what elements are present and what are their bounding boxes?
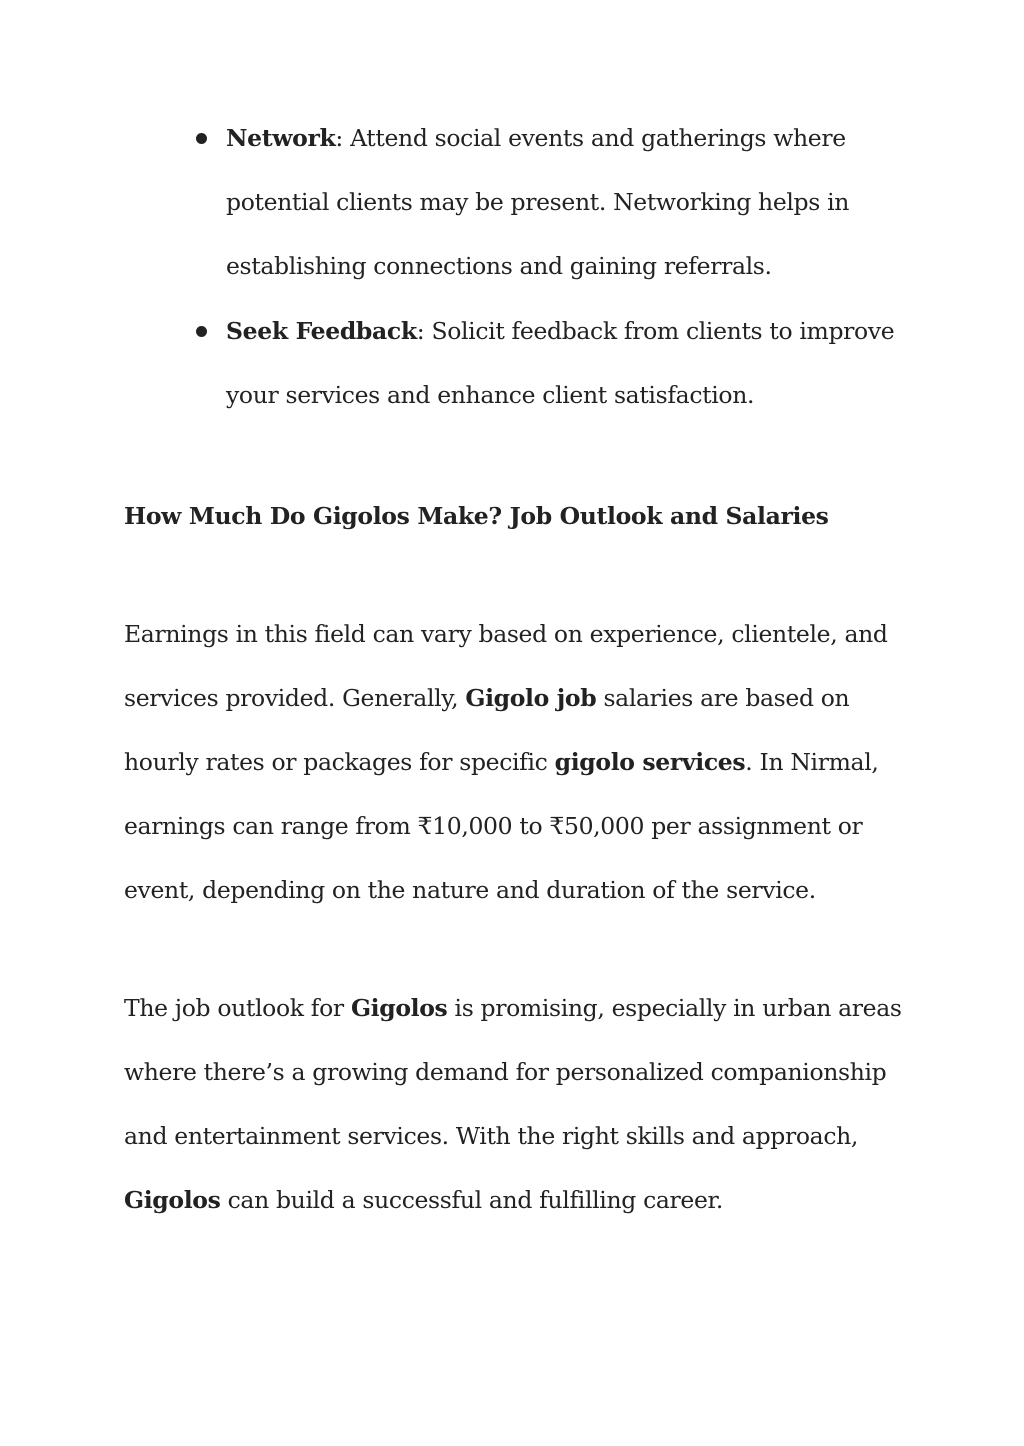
earnings-paragraph [124, 602, 904, 922]
paragraph-text: salaries are based on hourly rates or packages for specific [124, 684, 850, 776]
job-outlook-paragraph [124, 976, 904, 1232]
bullet-text [226, 106, 916, 299]
paragraph-text: The job outlook for [124, 994, 351, 1022]
paragraph-text: is promising, especially in urban areas where there’s a growing demand for personalized companionship and entertainment services. With the right skills and approach, [124, 994, 902, 1150]
paragraph-bold-text: Gigolos [350, 994, 448, 1022]
bullet-text [226, 299, 916, 427]
paragraph-text: . In Nirmal, earnings can range from ₹10,000 to ₹50,000 per assignment or event, depending on the nature and duration of the service. [124, 748, 879, 904]
bullet-description: : Attend social events and gatherings where potential clients may be present. Networking helps in establishing connections and gaining referrals. [226, 124, 850, 281]
bullet-term: Network [226, 124, 336, 152]
paragraph-bold-text: Gigolo job [465, 684, 597, 712]
paragraph-text: can build a successful and fulfilling career. [220, 1186, 723, 1214]
bullet-dot-icon [196, 326, 207, 337]
bullet-item-network [196, 106, 916, 299]
bullet-term: Seek Feedback [226, 316, 417, 345]
bullet-description: : Solicit feedback from clients to improve your services and enhance client satisfaction. [226, 316, 895, 409]
bullet-dot-icon [196, 133, 207, 144]
paragraph-text: Earnings in this field can vary based on experience, clientele, and services provided. Generally, [124, 620, 888, 712]
bullet-item-seek-feedback [196, 299, 916, 427]
tips-bullet-list [196, 106, 916, 427]
paragraph-bold-text: Gigolos [124, 1186, 221, 1214]
paragraph-bold-text: gigolo services [554, 748, 746, 776]
section-heading: How Much Do Gigolos Make? Job Outlook and Salaries [124, 502, 829, 530]
